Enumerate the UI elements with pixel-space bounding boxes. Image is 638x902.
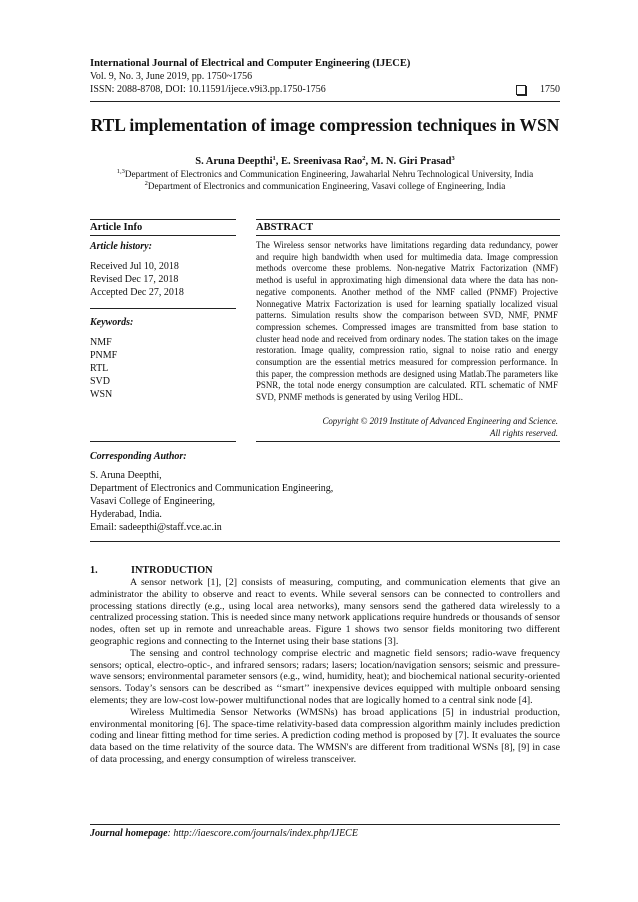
article-info-heading: Article Info	[90, 222, 143, 233]
received-date: Received Jul 10, 2018	[90, 261, 179, 272]
author-sup: 2	[362, 155, 366, 162]
footer-url[interactable]: http://iaescore.com/journals/index.php/IJECE	[173, 828, 358, 839]
journal-footer: Journal homepage: http://iaescore.com/journals/index.php/IJECE	[90, 828, 358, 839]
keywords-block	[90, 317, 236, 401]
body-paragraph: Wireless Multimedia Sensor Networks (WMSNs) has broad applications [5] in industrial production, environmental monitoring [6]. The space-time relativity-based data compression algorithm mainly includes prediction coding and linear fitting method for time series. A prediction coding method is proposed by [7]. It evaluates the source data based on the time relativity of the source data. The WMSN's are different from traditional WSNs [8], [9] in case of data processing, and energy consumption of wireless transceiver.	[90, 706, 560, 765]
body-paragraph: The sensing and control technology comprise electric and magnetic field sensors; radio-wave frequency sensors; optical, electro-optic-, and infrared sensors; radars; lasers; location/navigation sensors; seismic and pressure-wave sensors; environmental parameter sensors (e.g., wind, humidity, heat); and biochemical national security-oriented sensors. Today’s sensors can be described as ‘‘smart’’ inexpensive devices equipped with multiple onboard sensing elements; they are low-cost low-power multifunctional nodes that are logically homed to a central sink node [4].	[90, 647, 560, 706]
author-list: S. Aruna Deepthi$^1$, E. Sreenivasa Rao$^2$, M. N. Giri Prasad$^3$	[195, 155, 455, 167]
corresponding-label: Corresponding Author:	[90, 451, 187, 462]
history-label: Article history:	[90, 241, 152, 252]
footer-divider	[90, 824, 560, 825]
volume-line: Vol. 9, No. 3, June 2019, pp. 1750~1756	[90, 71, 253, 82]
copyright-line-1: Copyright © 2019 Institute of Advanced Engineering and Science.	[322, 416, 558, 426]
corresponding-line: Hyderabad, India.	[90, 509, 162, 520]
journal-header	[90, 57, 560, 96]
affiliation-sup: 2	[144, 180, 148, 187]
affiliation-sup: 1,3	[116, 168, 125, 175]
abstract-head-rule	[256, 235, 560, 236]
introduction-body	[90, 577, 560, 766]
corresponding-email: Email: sadeepthi@staff.vce.ac.in	[90, 522, 222, 533]
issn-line: ISSN: 2088-8708, DOI: 10.11591/ijece.v9i3.pp.1750-1756	[90, 84, 326, 95]
abstract-heading: ABSTRACT	[256, 222, 314, 233]
journal-name: International Journal of Electrical and Computer Engineering (IJECE)	[90, 58, 411, 69]
affiliation-text: Department of Electronics and Communication Engineering, Jawaharlal Nehru Technological University, India	[124, 169, 534, 179]
header-divider	[90, 101, 560, 102]
paper-title: RTL implementation of image compression techniques in WSN	[90, 115, 560, 135]
author-name: E. Sreenivasa Rao	[281, 156, 363, 167]
keyword-item: RTL	[90, 363, 109, 374]
issn-row	[90, 83, 560, 96]
corresponding-details	[90, 469, 560, 534]
abstract-bottom-rule	[256, 441, 560, 442]
author-name: S. Aruna Deepthi	[195, 156, 273, 167]
corresponding-author	[90, 451, 560, 534]
corresponding-line: Department of Electronics and Communication Engineering,	[90, 483, 334, 494]
body-paragraph: A sensor network [1], [2] consists of measuring, computing, and communication elements that give an administrator the ability to observe and react to events. While several sensors can be connected to controllers and processing stations directly (e.g., using local area networks), many sensors send the gathered data wirelessly to a centralized processing station. This is needed since many network applications require hundreds or thousands of sensor nodes, often set up in remote and unreachable areas. Figure 1 shows two sensor fields monitoring two different geographic regions and connecting to the Internet using their base stations [3].	[90, 577, 560, 647]
keyword-item: SVD	[90, 376, 111, 387]
revised-date: Revised Dec 17, 2018	[90, 274, 179, 285]
section-number: 1.	[90, 565, 98, 576]
affiliation-line	[60, 180, 590, 192]
footer-label: Journal homepage	[90, 828, 168, 839]
section-title: INTRODUCTION	[131, 565, 213, 576]
square-bullet-icon	[516, 85, 526, 95]
article-history	[90, 241, 236, 299]
affiliations	[60, 168, 590, 192]
keyword-item: PNMF	[90, 350, 118, 361]
affiliation-text: Department of Electronics and communication Engineering, Vasavi college of Engineering, India	[147, 181, 506, 191]
page-number: 1750	[540, 84, 560, 95]
author-sup: 1	[272, 155, 276, 162]
section-heading	[90, 565, 213, 576]
keywords-label: Keywords:	[90, 317, 134, 328]
corresponding-line: S. Aruna Deepthi,	[90, 470, 162, 481]
corresponding-bottom-rule	[90, 541, 560, 542]
author-name: M. N. Giri Prasad	[370, 156, 452, 167]
copyright-line-2: All rights reserved.	[490, 428, 558, 438]
keyword-item: NMF	[90, 337, 112, 348]
author-sup: 3	[451, 155, 455, 162]
history-bottom-rule	[90, 308, 236, 309]
article-info-head-rule	[90, 235, 236, 236]
page-number-box	[516, 83, 560, 96]
corresponding-line: Vasavi College of Engineering,	[90, 496, 215, 507]
abstract-top-rule	[256, 219, 560, 220]
article-info-bottom-rule	[90, 441, 236, 442]
keyword-item: WSN	[90, 389, 113, 400]
article-info-top-rule	[90, 219, 236, 220]
copyright-notice	[256, 415, 558, 439]
affiliation-line	[60, 168, 590, 180]
accepted-date: Accepted Dec 27, 2018	[90, 287, 184, 298]
abstract-text: The Wireless sensor networks have limitations regarding data redundancy, power and require high bandwidth when used for multimedia data. Image compression methods overcome these problems. Non-negative Matrix Factorization (NMF) method is useful in approximating high dimensional data where the data has non-negative components. Another method of the NMF called (PNMF) Projective Nonnegative Matrix Factorization is used for learning spatially localized visual patterns. Simulation results show the comparison between SVD, NMF, PNMF compression schemes. Compressed images are transmitted from base station to cluster head node and received from ordinary nodes. The station takes on the image restoration. Image quality, compression ratio, signal to noise ratio and energy consumption are the essential metrics measured for compression performance. In this paper, the compression methods are designed using Matlab.The parameters like PSNR, the total node energy consumption are calculated. RTL schematic of NMF SVD, PNMF methods is generated by using Verilog HDL.	[256, 240, 558, 403]
